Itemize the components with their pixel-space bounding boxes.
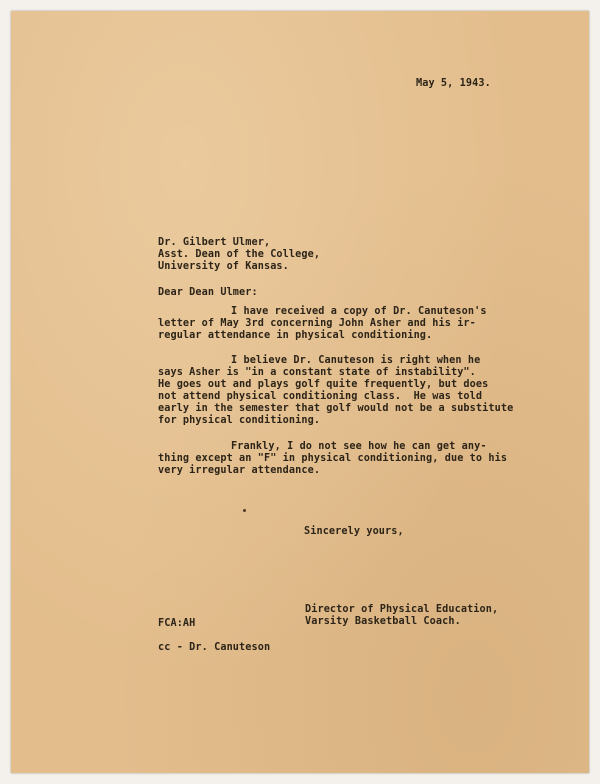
paragraph-line: says Asher is "in a constant state of instability". xyxy=(158,367,476,378)
paragraph-line: Frankly, I do not see how he can get any- xyxy=(231,441,487,452)
salutation: Dear Dean Ulmer: xyxy=(158,287,258,298)
paragraph-line: thing except an "F" in physical conditioning, due to his xyxy=(158,453,508,464)
paragraph-line: not attend physical conditioning class. He was told xyxy=(158,391,483,402)
recipient-name: Dr. Gilbert Ulmer, xyxy=(158,237,271,248)
paragraph-line: I believe Dr. Canuteson is right when he xyxy=(231,355,481,366)
paragraph-line: early in the semester that golf would not be a substitute xyxy=(158,403,514,414)
letter-date: May 5, 1943. xyxy=(416,78,491,89)
recipient-title: Asst. Dean of the College, xyxy=(158,249,321,260)
signature-subtitle: Varsity Basketball Coach. xyxy=(305,616,461,627)
paragraph-line: regular attendance in physical conditioning. xyxy=(158,330,433,341)
ink-speck xyxy=(243,509,246,512)
paragraph-line: He goes out and plays golf quite frequently, but does xyxy=(158,379,489,390)
closing: Sincerely yours, xyxy=(304,526,404,537)
recipient-institution: University of Kansas. xyxy=(158,261,289,272)
paragraph-line: letter of May 3rd concerning John Asher and his ir- xyxy=(158,318,476,329)
signature-title: Director of Physical Education, xyxy=(305,604,499,615)
typist-initials: FCA:AH xyxy=(158,618,196,629)
paragraph-line: very irregular attendance. xyxy=(158,465,321,476)
carbon-copy: cc - Dr. Canuteson xyxy=(158,642,271,653)
paragraph-line: I have received a copy of Dr. Canuteson's xyxy=(231,306,487,317)
paragraph-line: for physical conditioning. xyxy=(158,415,321,426)
